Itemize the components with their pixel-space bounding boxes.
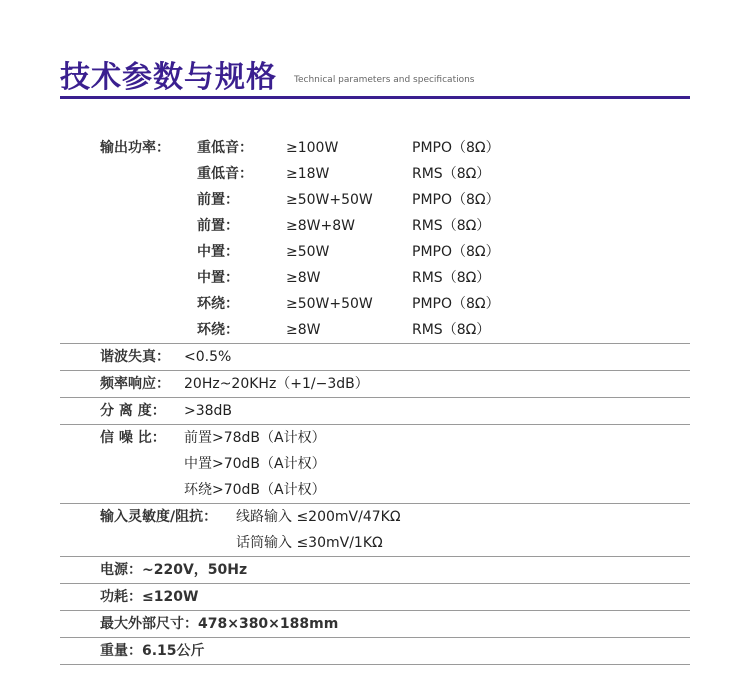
channel-name: 前置：: [197, 218, 239, 234]
spec-row: [60, 317, 690, 343]
thd-group: [60, 344, 690, 371]
spec-row: [60, 161, 690, 187]
power-value: ≥18W: [286, 166, 330, 182]
snr-label: 信 噪 比：: [100, 430, 166, 446]
spec-row: [60, 239, 690, 265]
spec-row: [60, 504, 690, 530]
spec-row: [60, 187, 690, 213]
separation-label: 分 离 度：: [100, 403, 166, 419]
spec-row: [60, 398, 690, 424]
power-mode: PMPO（8Ω）: [412, 244, 500, 260]
sensitivity-value: 话筒输入 ≤30mV/1KΩ: [236, 535, 383, 551]
separation-value: >38dB: [184, 403, 233, 419]
thd-label: 谐波失真：: [100, 349, 170, 365]
channel-name: 重低音：: [197, 140, 253, 156]
spec-row: [60, 451, 690, 477]
freq-response-group: [60, 371, 690, 398]
dimensions-text: 最大外部尺寸：478×380×188mm: [100, 616, 339, 632]
snr-value: 环绕>70dB（A计权）: [184, 482, 326, 498]
spec-table: [60, 135, 690, 665]
channel-name: 中置：: [197, 244, 239, 260]
spec-row: [60, 611, 690, 637]
freq-response-label: 频率响应：: [100, 376, 170, 392]
sensitivity-label: 输入灵敏度/阻抗：: [100, 509, 218, 525]
section-header: [60, 50, 690, 102]
power-value: ≥50W+50W: [286, 296, 373, 312]
snr-group: [60, 425, 690, 504]
spec-row: [60, 477, 690, 503]
channel-name: 环绕：: [197, 296, 239, 312]
sensitivity-value: 线路输入 ≤200mV/47KΩ: [236, 509, 401, 525]
power-mode: RMS（8Ω）: [412, 218, 491, 234]
output-power-label: 输出功率：: [100, 140, 170, 156]
snr-value: 前置>78dB（A计权）: [184, 430, 326, 446]
page-title: 技术参数与规格: [60, 60, 277, 95]
power-mode: RMS（8Ω）: [412, 166, 491, 182]
spec-row: [60, 557, 690, 583]
channel-name: 环绕：: [197, 322, 239, 338]
power-mode: PMPO（8Ω）: [412, 192, 500, 208]
title-underline: [60, 96, 690, 99]
spec-row: [60, 344, 690, 370]
power-value: ≥8W: [286, 322, 321, 338]
power-value: ≥100W: [286, 140, 339, 156]
power-value: ≥50W: [286, 244, 330, 260]
weight-text: 重量：6.15公斤: [100, 643, 205, 659]
power-mode: RMS（8Ω）: [412, 270, 491, 286]
spec-row: [60, 135, 690, 161]
channel-name: 前置：: [197, 192, 239, 208]
channel-name: 重低音：: [197, 166, 253, 182]
spec-row: [60, 584, 690, 610]
spec-row: [60, 265, 690, 291]
spec-row: [60, 371, 690, 397]
spec-row: [60, 638, 690, 664]
thd-value: <0.5%: [184, 349, 232, 365]
power-value: ≥8W: [286, 270, 321, 286]
separation-group: [60, 398, 690, 425]
spec-row: [60, 530, 690, 556]
consumption-text: 功耗：≤120W: [100, 589, 199, 605]
page-subtitle: Technical parameters and specifications: [294, 75, 475, 85]
power-supply-group: [60, 557, 690, 584]
power-value: ≥8W+8W: [286, 218, 355, 234]
sensitivity-group: [60, 504, 690, 557]
spec-row: [60, 213, 690, 239]
output-power-group: [60, 135, 690, 344]
dimensions-group: [60, 611, 690, 638]
weight-group: [60, 638, 690, 665]
channel-name: 中置：: [197, 270, 239, 286]
power-mode: PMPO（8Ω）: [412, 296, 500, 312]
freq-response-value: 20Hz~20KHz（+1/−3dB）: [184, 376, 369, 392]
power-mode: RMS（8Ω）: [412, 322, 491, 338]
power-mode: PMPO（8Ω）: [412, 140, 500, 156]
spec-row: [60, 291, 690, 317]
spec-row: [60, 425, 690, 451]
power-supply-text: 电源：~220V，50Hz: [100, 562, 248, 578]
consumption-group: [60, 584, 690, 611]
snr-value: 中置>70dB（A计权）: [184, 456, 326, 472]
power-value: ≥50W+50W: [286, 192, 373, 208]
